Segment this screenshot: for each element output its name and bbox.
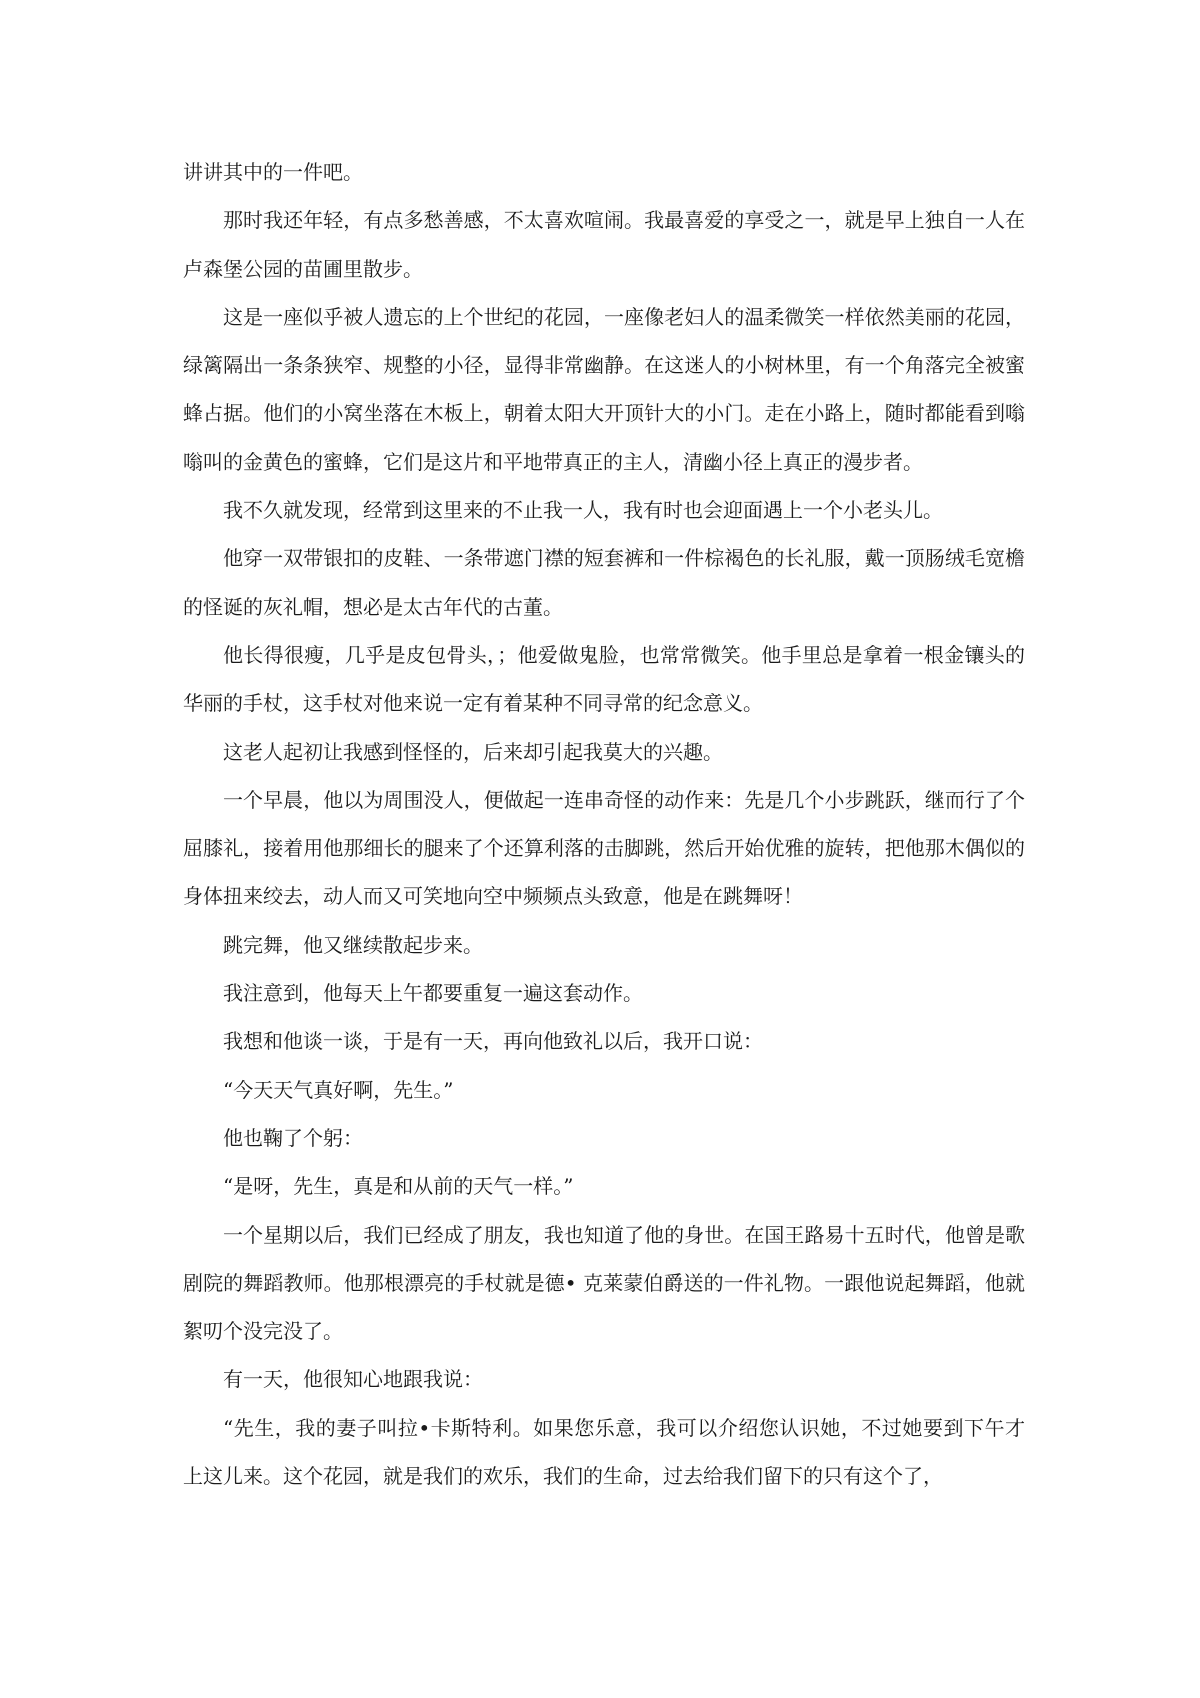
paragraph: “是呀，先生，真是和从前的天气一样。” [223, 1174, 574, 1199]
paragraph: 一个星期以后，我们已经成了朋友，我也知道了他的身世。在国王路易十五时代，他曾是歌剧院的舞蹈教师。他那根漂亮的手杖就是德• 克莱蒙伯爵送的一件礼物。一跟他说起舞蹈，他就絮叨个没完没了。 [183, 1222, 1025, 1344]
body-text [183, 148, 1025, 1500]
paragraph: 这是一座似乎被人遗忘的上个世纪的花园，一座像老妇人的温柔微笑一样依然美丽的花园，绿篱隔出一条条狭窄、规整的小径，显得非常幽静。在这迷人的小树林里，有一个角落完全被蜜蜂占据。他们的小窝坐落在木板上，朝着太阳大开顶针大的小门。走在小路上，随时都能看到嗡嗡叫的金黄色的蜜蜂，它们是这片和平地带真正的主人，清幽小径上真正的漫步者。 [183, 304, 1025, 474]
paragraph: 那时我还年轻，有点多愁善感，不太喜欢喧闹。我最喜爱的享受之一，就是早上独自一人在卢森堡公园的苗圃里散步。 [183, 208, 1025, 281]
paragraph: 有一天，他很知心地跟我说： [223, 1367, 483, 1392]
paragraph: 他穿一双带银扣的皮鞋、一条带遮门襟的短套裤和一件棕褐色的长礼服，戴一顶肠绒毛宽檐的怪诞的灰礼帽，想必是太古年代的古董。 [183, 546, 1025, 619]
paragraph: 一个早晨，他以为周围没人，便做起一连串奇怪的动作来：先是几个小步跳跃，继而行了个屈膝礼，接着用他那细长的腿来了个还算利落的击脚跳，然后开始优雅的旋转，把他那木偶似的身体扭来绞去，动人而又可笑地向空中频频点头致意，他是在跳舞呀！ [183, 787, 1025, 909]
paragraph: 这老人起初让我感到怪怪的，后来却引起我莫大的兴趣。 [223, 739, 723, 764]
paragraph: “今天天气真好啊，先生。” [223, 1077, 454, 1102]
paragraph: 跳完舞，他又继续散起步来。 [223, 932, 483, 957]
paragraph: 他长得很瘦，几乎是皮包骨头，；他爱做鬼脸，也常常微笑。他手里总是拿着一根金镶头的华丽的手杖，这手杖对他来说一定有着某种不同寻常的纪念意义。 [183, 642, 1025, 716]
paragraph: 讲讲其中的一件吧。 [183, 160, 363, 184]
paragraph: 他也鞠了个躬： [223, 1125, 363, 1150]
paragraph: 我注意到，他每天上午都要重复一遍这套动作。 [223, 981, 643, 1006]
paragraph: 我想和他谈一谈，于是有一天，再向他致礼以后，我开口说： [223, 1029, 763, 1054]
paragraph: “先生，我的妻子叫拉•卡斯特利。如果您乐意，我可以介绍您认识她，不过她要到下午才上这儿来。这个花园，就是我们的欢乐，我们的生命，过去给我们留下的只有这个了， [183, 1415, 1025, 1489]
paragraph: 我不久就发现，经常到这里来的不止我一人，我有时也会迎面遇上一个小老头儿。 [223, 498, 943, 523]
